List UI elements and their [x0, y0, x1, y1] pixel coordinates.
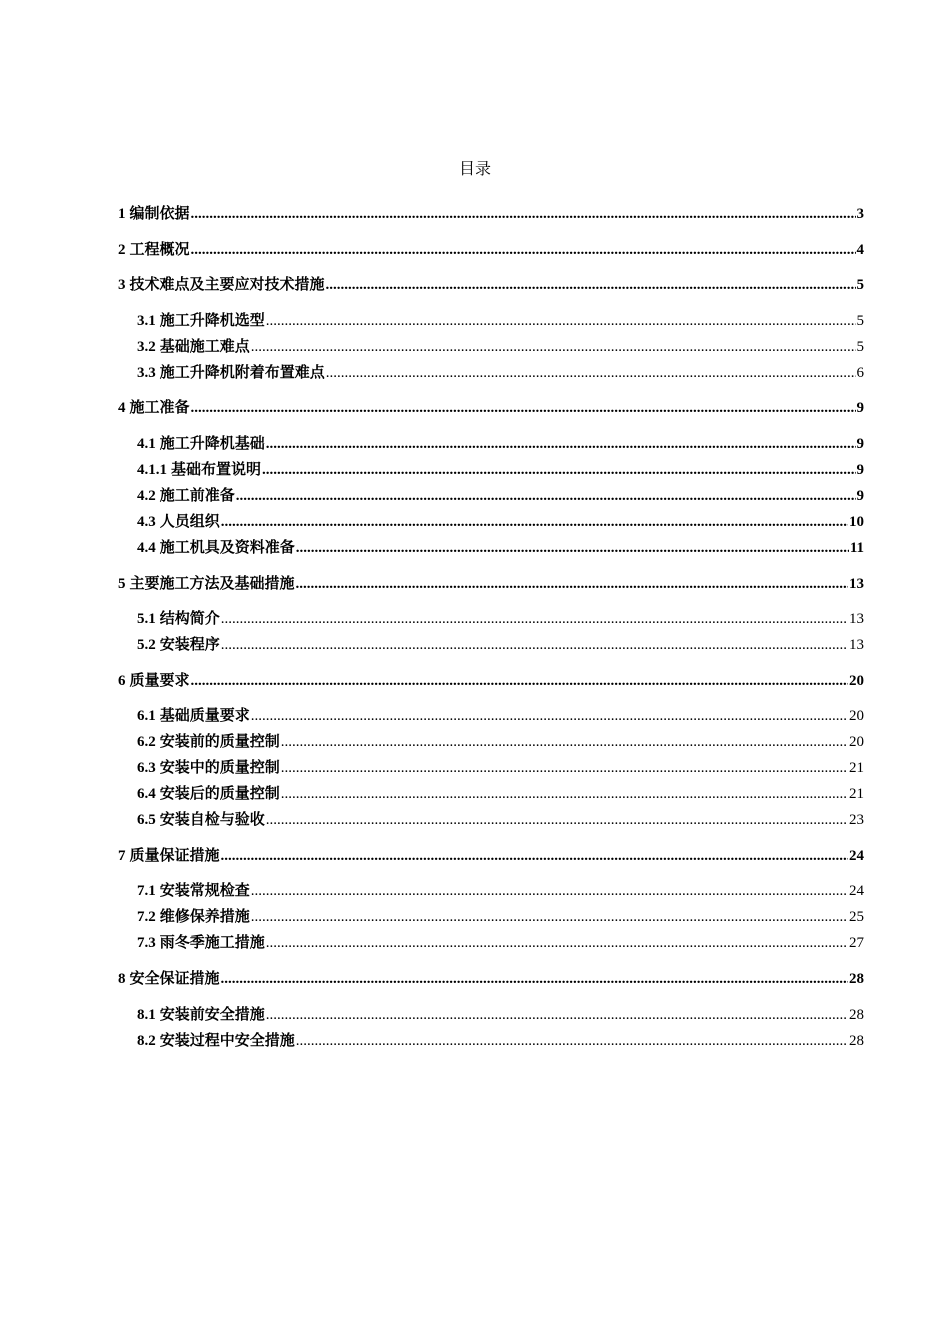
toc-entry-4-1[interactable]: [137, 434, 864, 454]
toc-entry-number: 6: [118, 673, 126, 689]
toc-entry-7-1[interactable]: [137, 881, 864, 901]
toc-entry-number: 7.1: [137, 883, 156, 899]
toc-entry-page: 5: [856, 313, 864, 329]
toc-entry-number: 2: [118, 242, 126, 258]
toc-entry-page: 10: [849, 514, 864, 530]
toc-entry-number: 6.5: [137, 812, 156, 828]
toc-entry-6-2[interactable]: [137, 732, 864, 752]
toc-entry-title: 施工机具及资料准备: [159, 540, 295, 556]
toc-entry-6-1[interactable]: [137, 706, 864, 726]
toc-leader-dots: [266, 434, 856, 454]
toc-entry-page: 13: [849, 576, 864, 592]
toc-entry-number: 3: [118, 277, 126, 293]
toc-entry-8[interactable]: [118, 969, 864, 989]
toc-entry-1[interactable]: [118, 204, 864, 224]
toc-entry-page: 21: [849, 786, 864, 802]
toc-leader-dots: [262, 460, 855, 480]
toc-leader-dots: [296, 1031, 848, 1051]
toc-entry-page: 21: [849, 760, 864, 776]
toc-entry-page: 20: [849, 734, 864, 750]
toc-leader-dots: [251, 907, 848, 927]
toc-entry-number: 8.2: [137, 1033, 156, 1049]
toc-entry-page: 13: [849, 637, 864, 653]
toc-entry-number: 6.4: [137, 786, 156, 802]
toc-entry-7-2[interactable]: [137, 907, 864, 927]
toc-entry-page: 25: [849, 909, 864, 925]
toc-entry-number: 7: [118, 848, 126, 864]
toc-entry-number: 7.3: [137, 935, 156, 951]
toc-entry-page: 9: [856, 400, 864, 416]
toc-entry-number: 6.2: [137, 734, 156, 750]
toc-entry-title: 编制依据: [129, 206, 190, 222]
toc-entry-title: 施工前准备: [159, 488, 235, 504]
toc-entry-4-4[interactable]: [137, 538, 864, 558]
toc-entry-title: 基础施工难点: [159, 339, 250, 355]
toc-entry-page: 13: [849, 611, 864, 627]
toc-entry-title: 质量要求: [129, 673, 190, 689]
toc-leader-dots: [191, 398, 856, 418]
toc-entry-6-3[interactable]: [137, 758, 864, 778]
toc-entry-page: 9: [856, 436, 864, 452]
toc-entry-4[interactable]: [118, 398, 864, 418]
toc-leader-dots: [221, 609, 848, 629]
toc-entry-title: 施工升降机基础: [159, 436, 265, 452]
toc-entry-3[interactable]: [118, 275, 864, 295]
toc-entry-page: 27: [849, 935, 864, 951]
toc-entry-number: 5.2: [137, 637, 156, 653]
toc-entry-number: 8: [118, 971, 126, 987]
toc-entry-number: 7.2: [137, 909, 156, 925]
toc-entry-title: 人员组织: [159, 514, 220, 530]
toc-entry-page: 9: [856, 462, 864, 478]
toc-leader-dots: [221, 512, 848, 532]
toc-leader-dots: [191, 204, 856, 224]
toc-leader-dots: [236, 486, 856, 506]
toc-entry-number: 1: [118, 206, 126, 222]
toc-entry-5-2[interactable]: [137, 635, 864, 655]
toc-entry-page: 23: [849, 812, 864, 828]
toc-entry-6[interactable]: [118, 671, 864, 691]
toc-entry-title: 安装前的质量控制: [159, 734, 280, 750]
toc-entry-number: 3.1: [137, 313, 156, 329]
toc-entry-title: 施工升降机附着布置难点: [159, 365, 325, 381]
toc-entry-title: 维修保养措施: [159, 909, 250, 925]
toc-title: 目录: [458, 161, 491, 178]
toc-leader-dots: [326, 363, 856, 383]
toc-entry-title: 技术难点及主要应对技术措施: [129, 277, 325, 293]
toc-leader-dots: [281, 732, 848, 752]
toc-entry-page: 20: [849, 708, 864, 724]
toc-entry-page: 9: [856, 488, 864, 504]
toc-leader-dots: [191, 671, 848, 691]
toc-entry-page: 11: [849, 540, 864, 556]
toc-leader-dots: [326, 275, 856, 295]
toc-entry-title: 安装后的质量控制: [159, 786, 280, 802]
toc-entry-8-2[interactable]: [137, 1031, 864, 1051]
toc-entry-6-5[interactable]: [137, 810, 864, 830]
toc-entry-title: 安装过程中安全措施: [159, 1033, 295, 1049]
toc-entry-title: 安装程序: [159, 637, 220, 653]
toc-leader-dots: [281, 784, 848, 804]
toc-entry-4-1-1[interactable]: [137, 460, 864, 480]
toc-entry-title: 质量保证措施: [129, 848, 220, 864]
toc-entry-7[interactable]: [118, 846, 864, 866]
toc-entry-page: 5: [856, 339, 864, 355]
toc-leader-dots: [266, 933, 848, 953]
toc-entry-7-3[interactable]: [137, 933, 864, 953]
toc-leader-dots: [191, 240, 856, 260]
toc-entry-page: 20: [849, 673, 864, 689]
toc-entry-number: 4.2: [137, 488, 156, 504]
toc-entry-number: 6.3: [137, 760, 156, 776]
toc-entry-title: 安装自检与验收: [159, 812, 265, 828]
toc-leader-dots: [296, 538, 849, 558]
toc-entry-number: 4.1: [137, 436, 156, 452]
toc-entry-title: 施工准备: [129, 400, 190, 416]
toc-entry-4-2[interactable]: [137, 486, 864, 506]
toc-entry-page: 24: [849, 883, 864, 899]
toc-leader-dots: [251, 706, 848, 726]
toc-leader-dots: [221, 969, 848, 989]
toc-entry-page: 24: [849, 848, 864, 864]
toc-entry-4-3[interactable]: [137, 512, 864, 532]
toc-entry-page: 6: [856, 365, 864, 381]
toc-entry-title: 施工升降机选型: [159, 313, 265, 329]
toc-leader-dots: [251, 881, 848, 901]
toc-entry-title: 主要施工方法及基础措施: [129, 576, 295, 592]
toc-entry-page: 28: [849, 1033, 864, 1049]
toc-leader-dots: [281, 758, 848, 778]
toc-entry-page: 3: [856, 206, 864, 222]
toc-entry-title: 安全保证措施: [129, 971, 220, 987]
toc-leader-dots: [221, 846, 848, 866]
toc-entry-page: 28: [849, 971, 864, 987]
toc-entry-6-4[interactable]: [137, 784, 864, 804]
toc-entry-3-1[interactable]: [137, 311, 864, 331]
toc-entry-title: 雨冬季施工措施: [159, 935, 265, 951]
toc-entry-title: 结构简介: [159, 611, 220, 627]
toc-entry-3-2[interactable]: [137, 337, 864, 357]
toc-leader-dots: [221, 635, 848, 655]
toc-entry-title: 安装中的质量控制: [159, 760, 280, 776]
toc-leader-dots: [266, 311, 856, 331]
toc-entry-5-1[interactable]: [137, 609, 864, 629]
toc-entry-5[interactable]: [118, 574, 864, 594]
toc-entry-number: 3.3: [137, 365, 156, 381]
toc-entry-title: 安装常规检查: [159, 883, 250, 899]
toc-entry-number: 8.1: [137, 1007, 156, 1023]
toc-entry-number: 4: [118, 400, 126, 416]
toc-entry-number: 3.2: [137, 339, 156, 355]
toc-entry-number: 4.4: [137, 540, 156, 556]
toc-leader-dots: [266, 1005, 848, 1025]
toc-entry-3-3[interactable]: [137, 363, 864, 383]
toc-entry-title: 基础质量要求: [159, 708, 250, 724]
toc-entry-number: 5: [118, 576, 126, 592]
toc-entry-page: 5: [856, 277, 864, 293]
toc-leader-dots: [266, 810, 848, 830]
toc-entry-page: 28: [849, 1007, 864, 1023]
toc-entry-title: 基础布置说明: [171, 462, 262, 478]
toc-entry-title: 工程概况: [129, 242, 190, 258]
toc-entry-number: 5.1: [137, 611, 156, 627]
toc-entry-page: 4: [856, 242, 864, 258]
toc-entry-number: 6.1: [137, 708, 156, 724]
toc-entry-title: 安装前安全措施: [159, 1007, 265, 1023]
toc-leader-dots: [251, 337, 856, 357]
toc-leader-dots: [296, 574, 848, 594]
toc-entry-number: 4.1.1: [137, 462, 167, 478]
toc-entry-number: 4.3: [137, 514, 156, 530]
toc-entry-8-1[interactable]: [137, 1005, 864, 1025]
toc-entry-2[interactable]: [118, 240, 864, 260]
